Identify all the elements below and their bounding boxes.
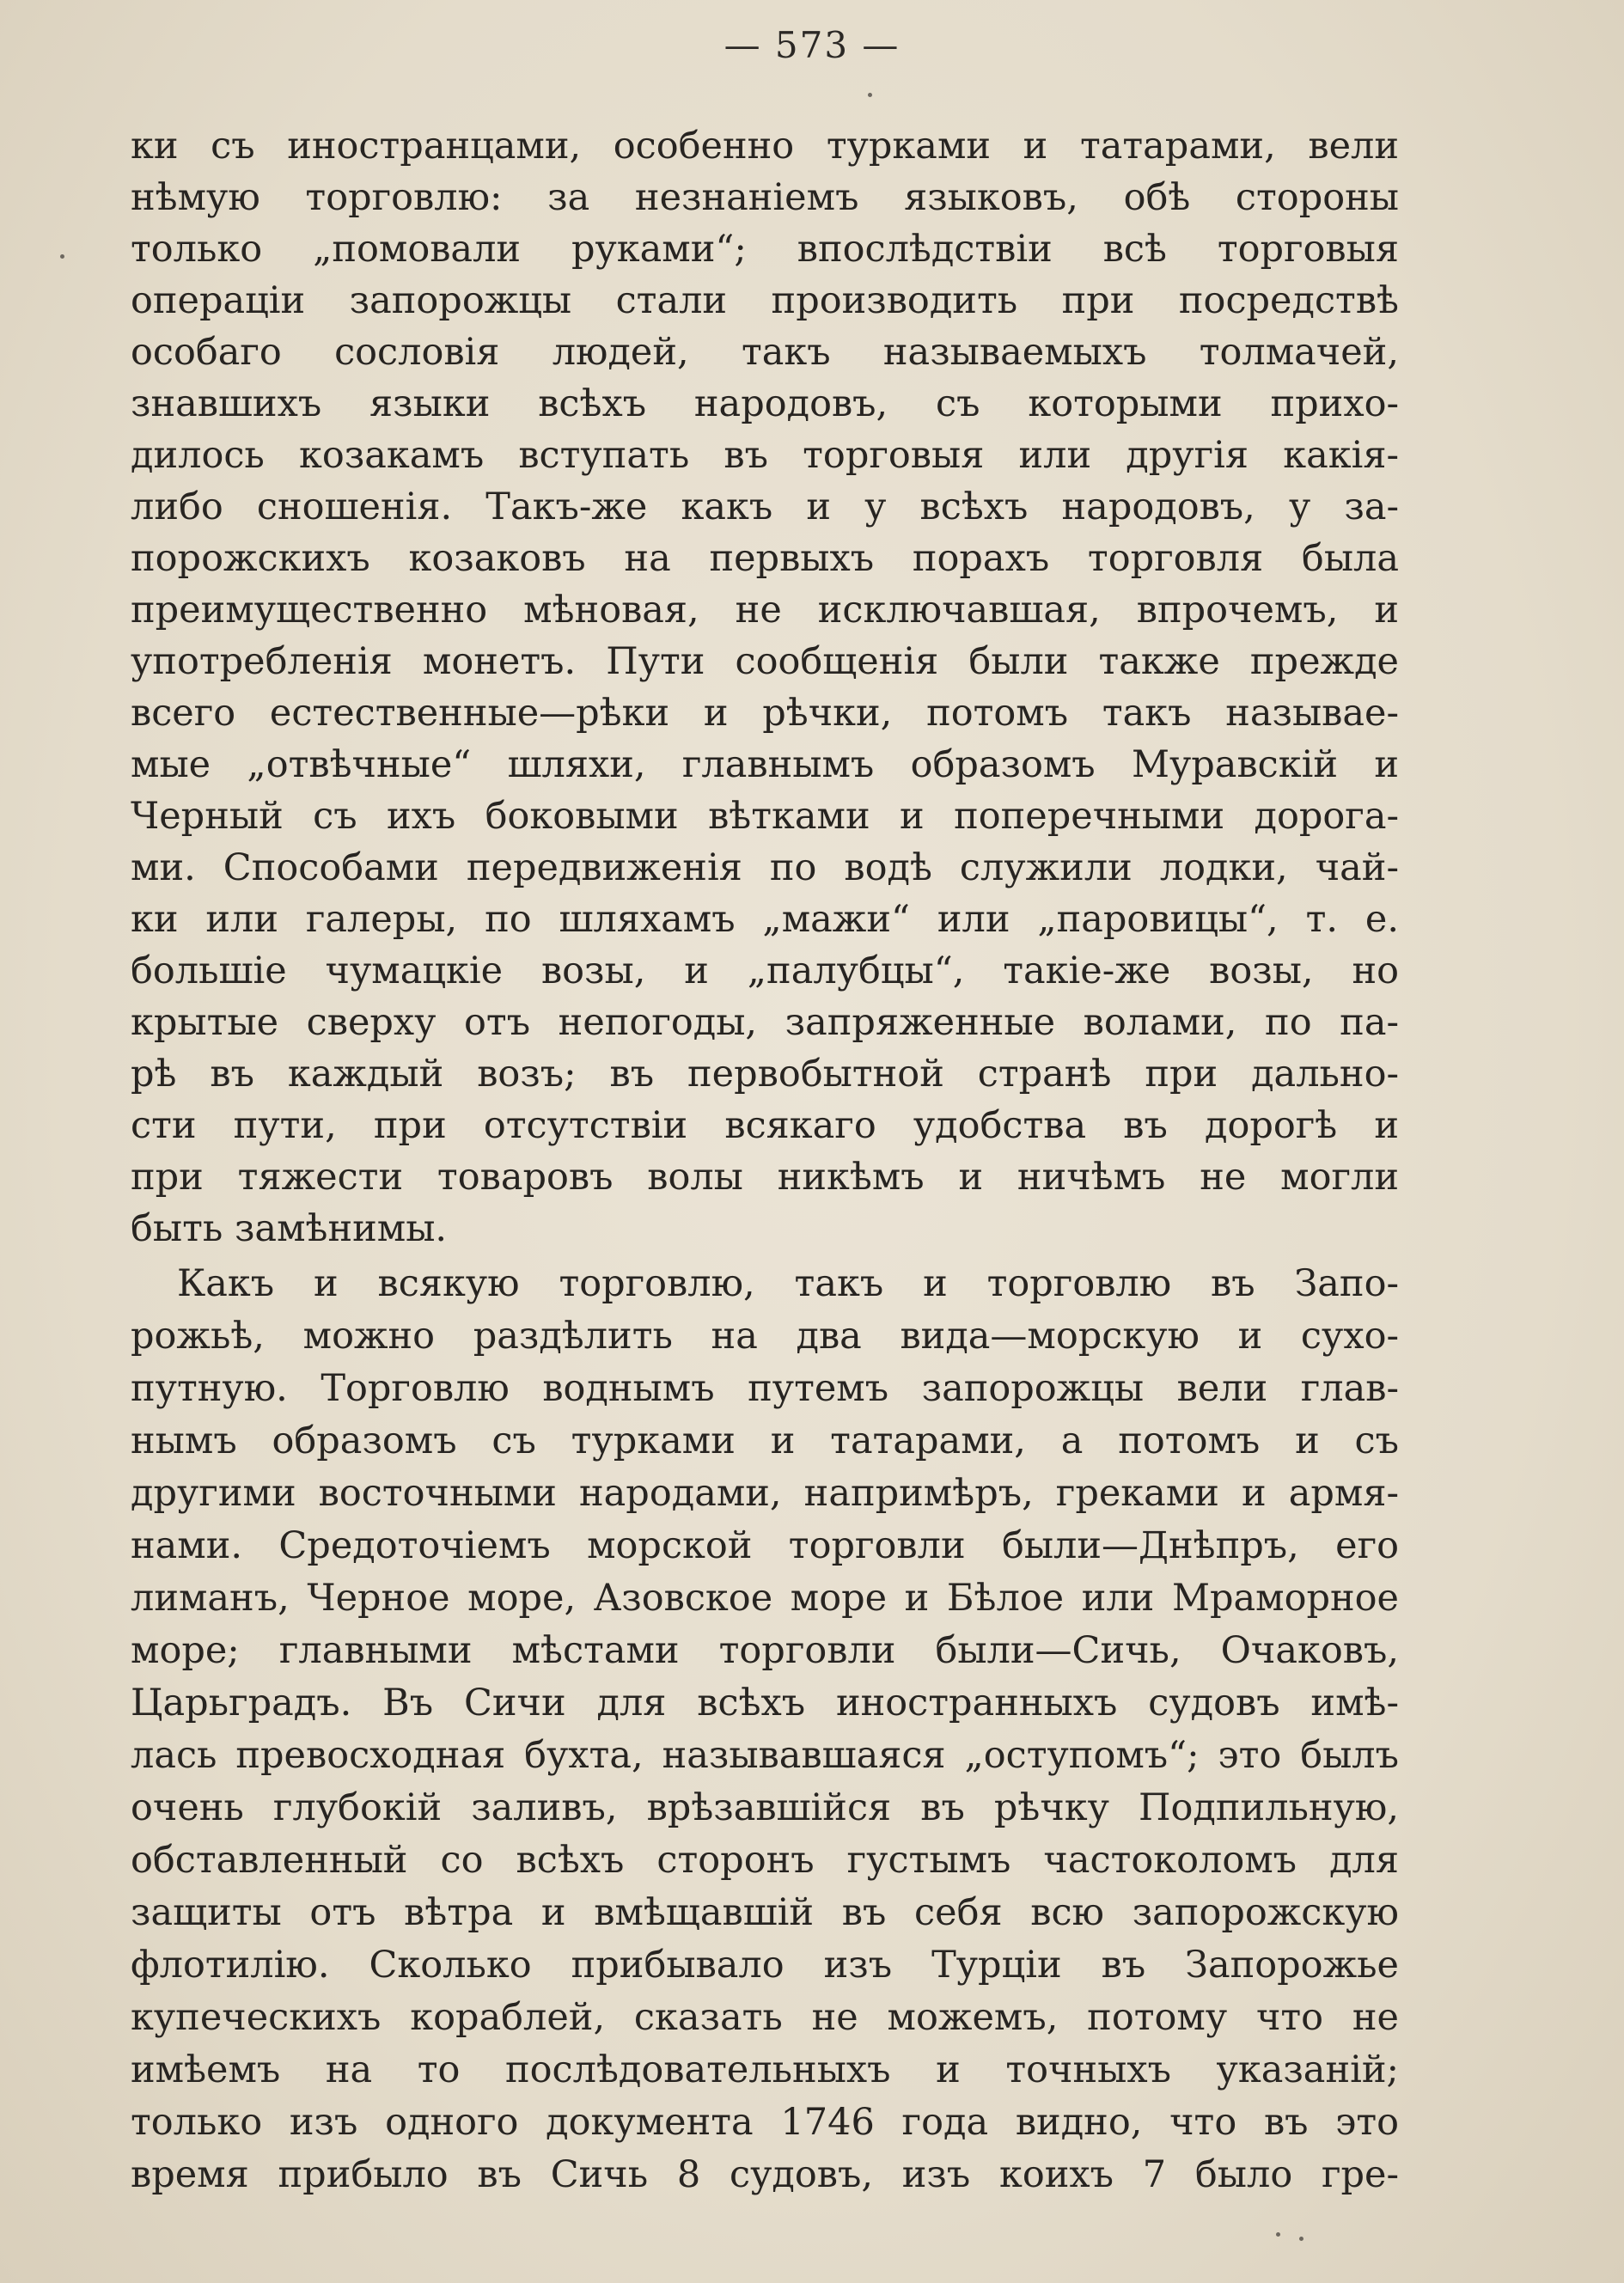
text-line: операціи запорожцы стали производить при посредствѣ — [131, 279, 1399, 322]
text-line: нѣмую торговлю: за незнаніемъ языковъ, обѣ стороны — [131, 176, 1399, 219]
text-line: рожьѣ, можно раздѣлить на два вида—морскую и сухо- — [131, 1315, 1399, 1358]
text-line: ми. Способами передвиженія по водѣ служили лодки, чай- — [131, 846, 1399, 889]
text-line: путную. Торговлю воднымъ путемъ запорожцы вели глав- — [131, 1367, 1399, 1410]
text-line: защиты отъ вѣтра и вмѣщавшій въ себя всю запорожскую — [131, 1891, 1399, 1934]
text-line: лиманъ, Черное море, Азовское море и Бѣлое или Мраморное — [131, 1577, 1399, 1620]
text-line: сти пути, при отсутствіи всякаго удобства въ дорогѣ и — [131, 1104, 1399, 1147]
text-line: при тяжести товаровъ волы никѣмъ и ничѣмъ не могли — [131, 1156, 1399, 1199]
ink-speck — [60, 254, 64, 259]
text-line: мые „отвѣчные“ шляхи, главнымъ образомъ Муравскій и — [131, 743, 1399, 786]
text-line: нами. Средоточіемъ морской торговли были—Днѣпръ, его — [131, 1524, 1399, 1567]
text-line: имѣемъ на то послѣдовательныхъ и точныхъ указаній; — [131, 2048, 1399, 2091]
text-line: преимущественно мѣновая, не исключавшая, впрочемъ, и — [131, 589, 1399, 632]
text-line: только „помовали руками“; впослѣдствіи всѣ торговыя — [131, 228, 1399, 271]
text-line: только изъ одного документа 1746 года видно, что въ это — [131, 2101, 1399, 2144]
text-line: знавшихъ языки всѣхъ народовъ, съ которыми прихо- — [131, 382, 1399, 425]
text-line: нымъ образомъ съ турками и татарами, а потомъ и съ — [131, 1419, 1399, 1462]
ink-speck — [1299, 2237, 1303, 2241]
text-line: большіе чумацкіе возы, и „палубцы“, такіе-же возы, но — [131, 949, 1399, 992]
text-line: либо сношенія. Такъ-же какъ и у всѣхъ народовъ, у за- — [131, 485, 1399, 528]
text-line: крытые сверху отъ непогоды, запряженные волами, по па- — [131, 1001, 1399, 1044]
text-line: особаго сословія людей, такъ называемыхъ толмачей, — [131, 331, 1399, 374]
text-line: быть замѣнимы. — [131, 1207, 448, 1250]
text-line: Какъ и всякую торговлю, такъ и торговлю въ Запо- — [177, 1262, 1399, 1305]
ink-speck — [868, 93, 872, 97]
page-number: — 573 — — [723, 24, 901, 66]
text-line: ки или галеры, по шляхамъ „мажи“ или „паровицы“, т. е. — [131, 898, 1399, 941]
text-line: всего естественные—рѣки и рѣчки, потомъ такъ называе- — [131, 692, 1399, 735]
text-line: очень глубокій заливъ, врѣзавшійся въ рѣчку Подпильную, — [131, 1786, 1399, 1829]
text-line: время прибыло въ Сичь 8 судовъ, изъ коихъ 7 было гре- — [131, 2153, 1399, 2196]
text-line: порожскихъ козаковъ на первыхъ порахъ торговля была — [131, 537, 1399, 580]
text-line: употребленія монетъ. Пути сообщенія были также прежде — [131, 640, 1399, 683]
ink-speck — [1276, 2232, 1280, 2237]
text-line: обставленный со всѣхъ сторонъ густымъ частоколомъ для — [131, 1839, 1399, 1882]
text-line: Черный съ ихъ боковыми вѣтками и поперечными дорога- — [131, 795, 1399, 838]
text-line: купеческихъ кораблей, сказать не можемъ, потому что не — [131, 1996, 1399, 2039]
text-line: лась превосходная бухта, называвшаяся „оступомъ“; это былъ — [131, 1734, 1399, 1777]
text-line: другими восточными народами, напримѣръ, греками и армя- — [131, 1472, 1399, 1515]
text-line: флотилію. Сколько прибывало изъ Турціи въ Запорожье — [131, 1944, 1399, 1987]
text-line: Царьградъ. Въ Сичи для всѣхъ иностранныхъ судовъ имѣ- — [131, 1682, 1399, 1724]
text-line: море; главными мѣстами торговли были—Сичь, Очаковъ, — [131, 1629, 1399, 1672]
text-line: ки съ иностранцами, особенно турками и татарами, вели — [131, 125, 1399, 168]
text-line: дилось козакамъ вступать въ торговыя или другія какія- — [131, 434, 1399, 477]
text-line: рѣ въ каждый возъ; въ первобытной странѣ при дально- — [131, 1053, 1399, 1096]
